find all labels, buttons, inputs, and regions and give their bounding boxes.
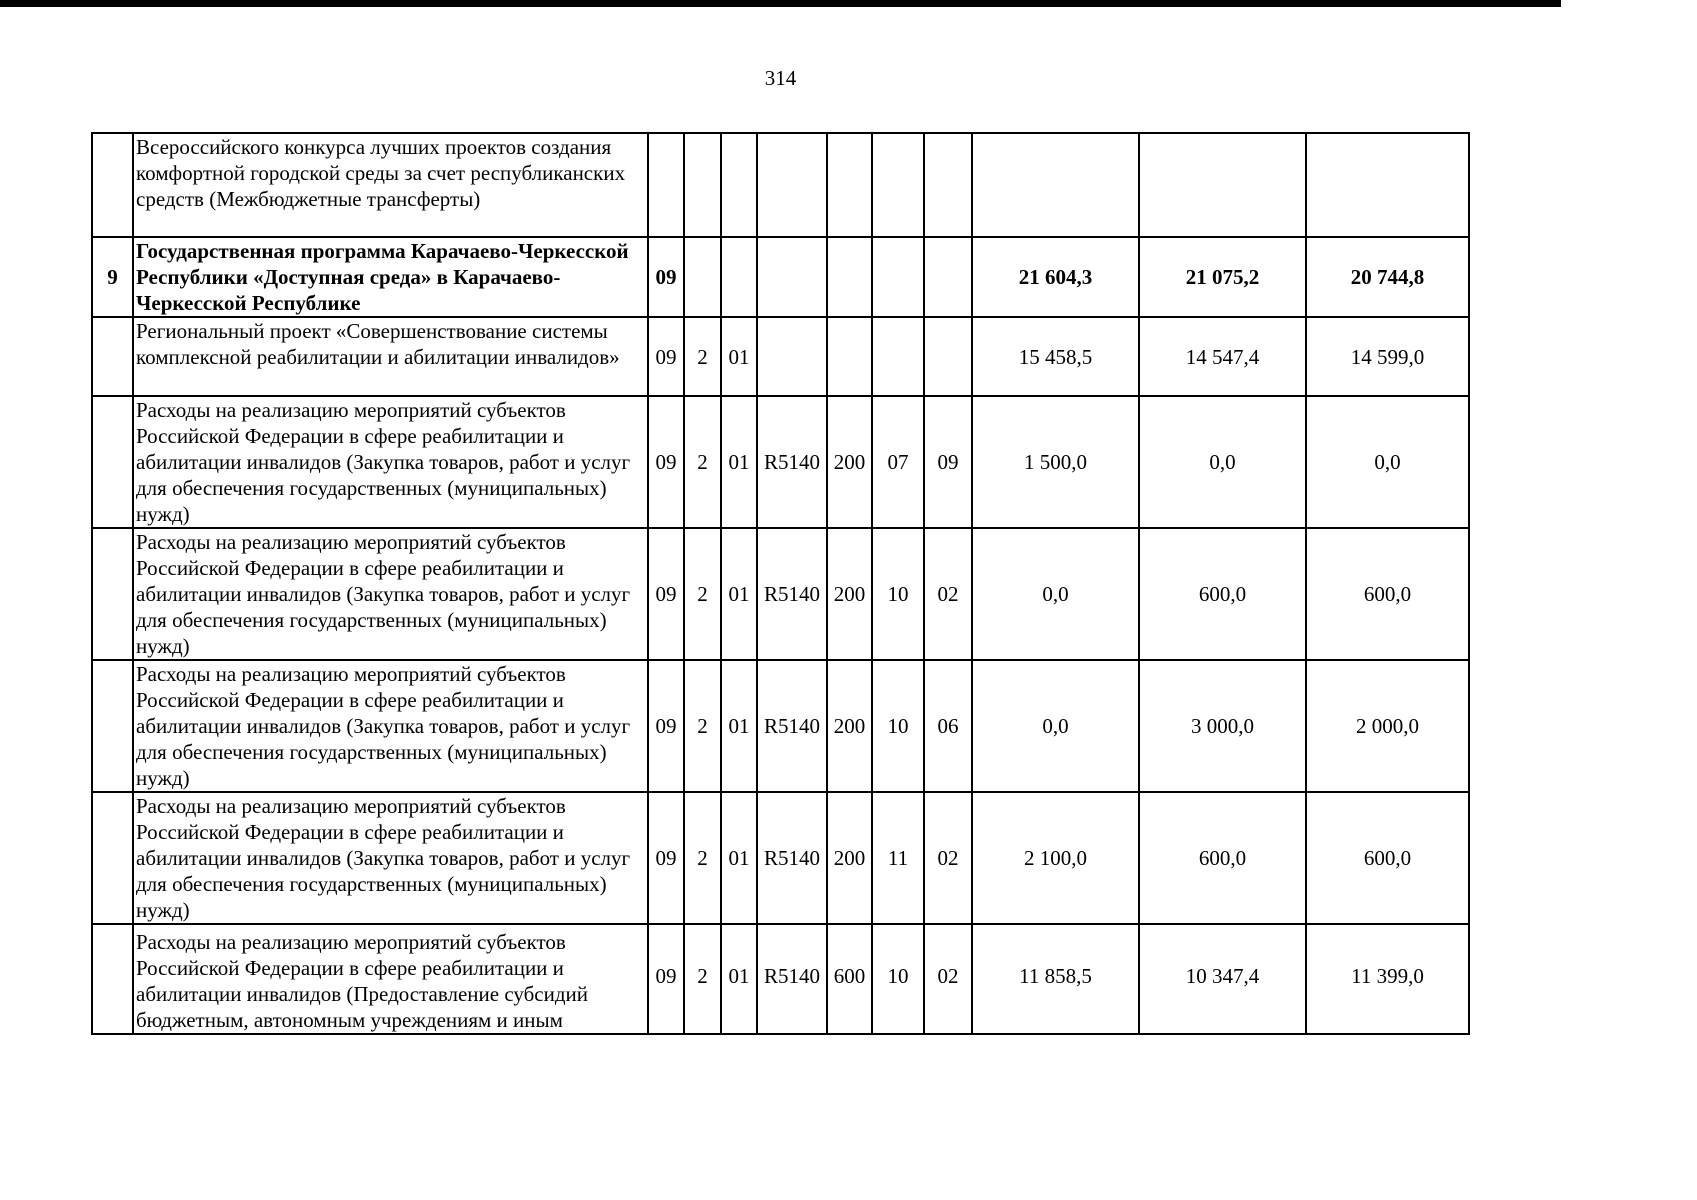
code-expense-type (827, 317, 872, 396)
code-direction: R5140 (757, 924, 827, 1034)
amount-year-2: 600,0 (1139, 792, 1306, 924)
table-row (92, 396, 1469, 528)
code-direction (757, 133, 827, 237)
code-expense-type: 200 (827, 528, 872, 660)
code-direction: R5140 (757, 660, 827, 792)
code-direction: R5140 (757, 396, 827, 528)
table-row (92, 317, 1469, 396)
code-subprogram (684, 133, 721, 237)
amount-year-1: 0,0 (972, 660, 1139, 792)
table-row (92, 792, 1469, 924)
row-description: Государственная программа Карачаево-Черкесской Республики «Доступная среда» в Карачаево-Черкесской Республике (133, 237, 648, 317)
amount-year-3 (1306, 133, 1469, 237)
code-program: 09 (648, 237, 684, 317)
row-description: Всероссийского конкурса лучших проектов создания комфортной городской среды за счет республиканских средств (Межбюджетные трансферты) (133, 133, 648, 237)
code-subsection: 09 (924, 396, 972, 528)
table-row (92, 237, 1469, 317)
row-description: Расходы на реализацию мероприятий субъектов Российской Федерации в сфере реабилитации и абилитации инвалидов (Закупка товаров, работ и услуг для обеспечения государственных (муниципальных) нужд) (133, 660, 648, 792)
code-expense-type (827, 133, 872, 237)
code-program: 09 (648, 924, 684, 1034)
row-number (92, 317, 133, 396)
code-section: 07 (872, 396, 924, 528)
row-description: Расходы на реализацию мероприятий субъектов Российской Федерации в сфере реабилитации и абилитации инвалидов (Предоставление субсидий бюджетным, автономным учреждениям и иным (133, 924, 648, 1034)
code-direction (757, 237, 827, 317)
amount-year-2: 0,0 (1139, 396, 1306, 528)
row-number (92, 924, 133, 1034)
code-event: 01 (721, 660, 757, 792)
code-subprogram: 2 (684, 528, 721, 660)
code-subsection: 06 (924, 660, 972, 792)
amount-year-1: 0,0 (972, 528, 1139, 660)
amount-year-3: 11 399,0 (1306, 924, 1469, 1034)
row-number (92, 528, 133, 660)
amount-year-1: 21 604,3 (972, 237, 1139, 317)
amount-year-2: 21 075,2 (1139, 237, 1306, 317)
row-number: 9 (92, 237, 133, 317)
page-number: 314 (764, 66, 797, 90)
code-expense-type: 200 (827, 792, 872, 924)
code-event (721, 133, 757, 237)
row-number (92, 660, 133, 792)
code-expense-type (827, 237, 872, 317)
code-program: 09 (648, 528, 684, 660)
code-direction: R5140 (757, 528, 827, 660)
row-description: Расходы на реализацию мероприятий субъектов Российской Федерации в сфере реабилитации и абилитации инвалидов (Закупка товаров, работ и услуг для обеспечения государственных (муниципальных) нужд) (133, 396, 648, 528)
code-section: 11 (872, 792, 924, 924)
code-section: 10 (872, 528, 924, 660)
amount-year-1: 2 100,0 (972, 792, 1139, 924)
code-subsection: 02 (924, 528, 972, 660)
amount-year-3: 0,0 (1306, 396, 1469, 528)
amount-year-3: 20 744,8 (1306, 237, 1469, 317)
code-direction: R5140 (757, 792, 827, 924)
amount-year-2 (1139, 133, 1306, 237)
code-section (872, 133, 924, 237)
code-event: 01 (721, 317, 757, 396)
code-section: 10 (872, 924, 924, 1034)
code-direction (757, 317, 827, 396)
code-subprogram: 2 (684, 792, 721, 924)
code-subsection (924, 133, 972, 237)
code-expense-type: 600 (827, 924, 872, 1034)
code-program (648, 133, 684, 237)
amount-year-1: 1 500,0 (972, 396, 1139, 528)
amount-year-3: 14 599,0 (1306, 317, 1469, 396)
code-expense-type: 200 (827, 396, 872, 528)
code-event: 01 (721, 528, 757, 660)
amount-year-3: 600,0 (1306, 528, 1469, 660)
code-program: 09 (648, 396, 684, 528)
code-subprogram: 2 (684, 317, 721, 396)
table-row (92, 924, 1469, 1034)
code-section: 10 (872, 660, 924, 792)
row-number (92, 792, 133, 924)
amount-year-3: 2 000,0 (1306, 660, 1469, 792)
table-row (92, 660, 1469, 792)
code-expense-type: 200 (827, 660, 872, 792)
amount-year-3: 600,0 (1306, 792, 1469, 924)
code-program: 09 (648, 317, 684, 396)
row-number (92, 396, 133, 528)
code-subsection: 02 (924, 792, 972, 924)
code-event: 01 (721, 924, 757, 1034)
row-description: Региональный проект «Совершенствование системы комплексной реабилитации и абилитации инвалидов» (133, 317, 648, 396)
top-border (0, 0, 1561, 7)
code-event: 01 (721, 792, 757, 924)
table-row (92, 133, 1469, 237)
budget-table (91, 132, 1470, 1035)
code-subprogram (684, 237, 721, 317)
code-subprogram: 2 (684, 396, 721, 528)
amount-year-1 (972, 133, 1139, 237)
code-subsection: 02 (924, 924, 972, 1034)
amount-year-2: 600,0 (1139, 528, 1306, 660)
amount-year-1: 11 858,5 (972, 924, 1139, 1034)
amount-year-1: 15 458,5 (972, 317, 1139, 396)
amount-year-2: 10 347,4 (1139, 924, 1306, 1034)
amount-year-2: 14 547,4 (1139, 317, 1306, 396)
code-subsection (924, 237, 972, 317)
code-subsection (924, 317, 972, 396)
table-row (92, 528, 1469, 660)
code-event (721, 237, 757, 317)
code-section (872, 237, 924, 317)
code-section (872, 317, 924, 396)
row-number (92, 133, 133, 237)
amount-year-2: 3 000,0 (1139, 660, 1306, 792)
row-description: Расходы на реализацию мероприятий субъектов Российской Федерации в сфере реабилитации и абилитации инвалидов (Закупка товаров, работ и услуг для обеспечения государственных (муниципальных) нужд) (133, 528, 648, 660)
code-event: 01 (721, 396, 757, 528)
code-program: 09 (648, 660, 684, 792)
code-subprogram: 2 (684, 924, 721, 1034)
code-program: 09 (648, 792, 684, 924)
code-subprogram: 2 (684, 660, 721, 792)
row-description: Расходы на реализацию мероприятий субъектов Российской Федерации в сфере реабилитации и абилитации инвалидов (Закупка товаров, работ и услуг для обеспечения государственных (муниципальных) нужд) (133, 792, 648, 924)
